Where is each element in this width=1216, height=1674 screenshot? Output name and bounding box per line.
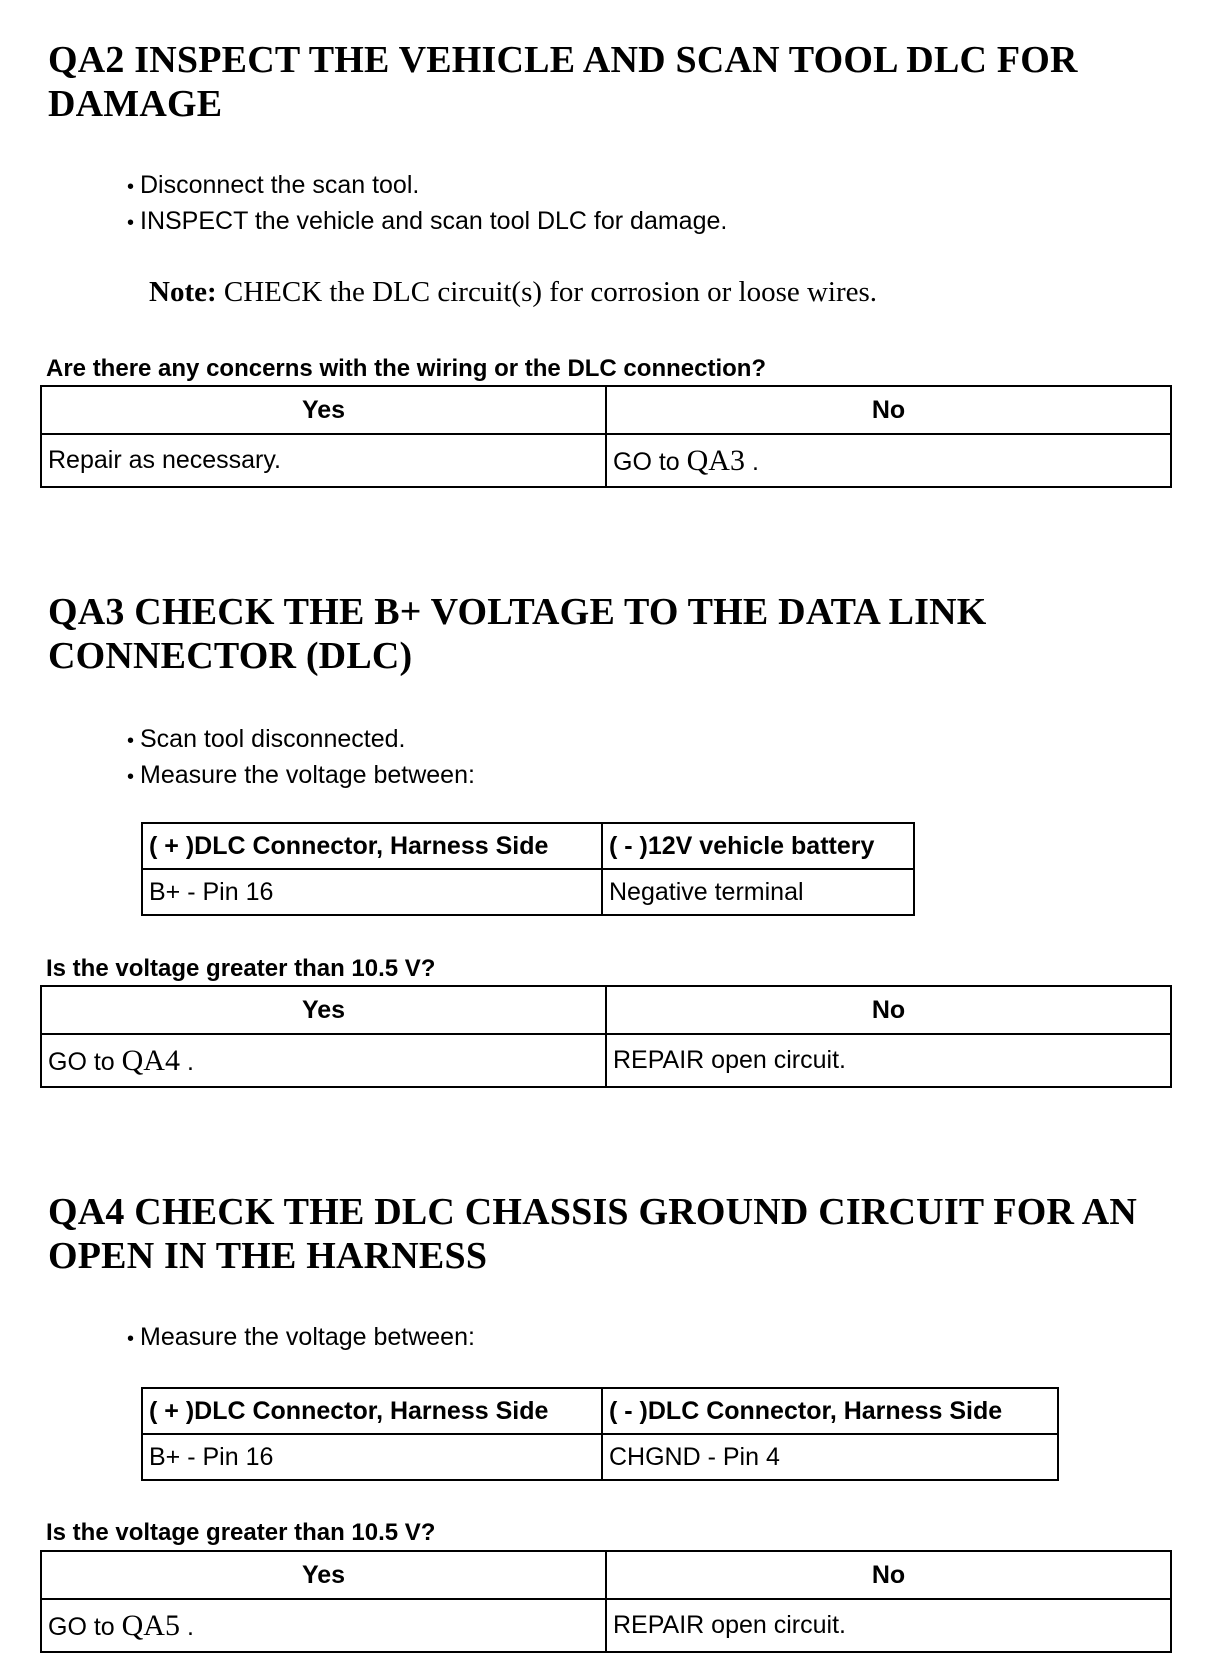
yes-header: Yes bbox=[41, 386, 606, 434]
negative-value: Negative terminal bbox=[602, 869, 914, 915]
step-link-qa3[interactable]: QA3 bbox=[686, 443, 745, 477]
qa4-answer-table bbox=[40, 1550, 1172, 1653]
qa2-note bbox=[149, 276, 877, 309]
list-item: • Measure the voltage between: bbox=[127, 758, 475, 794]
list-item: • Measure the voltage between: bbox=[127, 1320, 475, 1356]
table-row bbox=[41, 986, 1171, 1034]
list-item: • Scan tool disconnected. bbox=[127, 722, 475, 758]
yes-answer bbox=[41, 1034, 606, 1087]
positive-value: B+ - Pin 16 bbox=[142, 1434, 602, 1480]
qa3-question: Is the voltage greater than 10.5 V? bbox=[46, 955, 436, 982]
qa2-answer-table bbox=[40, 385, 1172, 488]
list-item: • Disconnect the scan tool. bbox=[127, 168, 727, 204]
period: . bbox=[186, 1612, 194, 1641]
table-row bbox=[41, 1599, 1171, 1652]
go-to-text: GO to bbox=[48, 1612, 115, 1641]
qa3-measure-table bbox=[141, 822, 915, 916]
step-link-qa5[interactable]: QA5 bbox=[121, 1608, 180, 1642]
no-header: No bbox=[606, 986, 1171, 1034]
table-row bbox=[41, 434, 1171, 487]
no-answer: REPAIR open circuit. bbox=[606, 1599, 1171, 1652]
table-row bbox=[41, 386, 1171, 434]
no-header: No bbox=[606, 1551, 1171, 1599]
period: . bbox=[751, 447, 759, 476]
no-answer: REPAIR open circuit. bbox=[606, 1034, 1171, 1087]
note-label: Note: bbox=[149, 276, 217, 308]
table-row bbox=[41, 1551, 1171, 1599]
table-row bbox=[142, 1434, 1058, 1480]
negative-header: ( - )DLC Connector, Harness Side bbox=[602, 1388, 1058, 1434]
positive-header: ( + )DLC Connector, Harness Side bbox=[142, 1388, 602, 1434]
note-text: CHECK the DLC circuit(s) for corrosion or loose wires. bbox=[223, 276, 878, 308]
go-to-text: GO to bbox=[48, 1047, 115, 1076]
yes-header: Yes bbox=[41, 1551, 606, 1599]
yes-header: Yes bbox=[41, 986, 606, 1034]
positive-value: B+ - Pin 16 bbox=[142, 869, 602, 915]
negative-value: CHGND - Pin 4 bbox=[602, 1434, 1058, 1480]
step-link-qa4[interactable]: QA4 bbox=[121, 1043, 180, 1077]
table-row bbox=[41, 1034, 1171, 1087]
qa4-bullet-list bbox=[127, 1320, 475, 1356]
qa4-measure-table bbox=[141, 1387, 1059, 1481]
negative-header: ( - )12V vehicle battery bbox=[602, 823, 914, 869]
yes-answer bbox=[41, 1599, 606, 1652]
table-row bbox=[142, 823, 914, 869]
qa3-bullet-list bbox=[127, 722, 475, 794]
qa2-question: Are there any concerns with the wiring or the DLC connection? bbox=[46, 355, 767, 382]
yes-answer: Repair as necessary. bbox=[41, 434, 606, 487]
section-qa4-title: QA4 CHECK THE DLC CHASSIS GROUND CIRCUIT FOR AN OPEN IN THE HARNESS bbox=[48, 1191, 1138, 1277]
period: . bbox=[186, 1047, 194, 1076]
positive-header: ( + )DLC Connector, Harness Side bbox=[142, 823, 602, 869]
qa4-question: Is the voltage greater than 10.5 V? bbox=[46, 1519, 436, 1546]
section-qa2-title: QA2 INSPECT THE VEHICLE AND SCAN TOOL DLC FOR DAMAGE bbox=[48, 39, 1078, 125]
list-item: • INSPECT the vehicle and scan tool DLC for damage. bbox=[127, 204, 727, 240]
no-answer bbox=[606, 434, 1171, 487]
no-header: No bbox=[606, 386, 1171, 434]
table-row bbox=[142, 1388, 1058, 1434]
table-row bbox=[142, 869, 914, 915]
go-to-text: GO to bbox=[613, 447, 680, 476]
qa2-bullet-list bbox=[127, 168, 727, 240]
section-qa3-title: QA3 CHECK THE B+ VOLTAGE TO THE DATA LINK CONNECTOR (DLC) bbox=[48, 591, 987, 677]
qa3-answer-table bbox=[40, 985, 1172, 1088]
